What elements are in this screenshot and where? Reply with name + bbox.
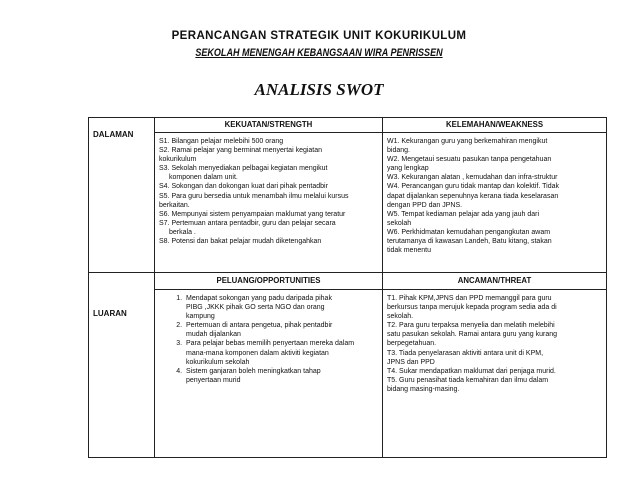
weakness-line: W3. Kekurangan alatan , kemudahan dan infra-struktur bbox=[387, 174, 558, 182]
opportunity-line: kampung bbox=[186, 313, 215, 321]
threat-line: satu pasukan sekolah. Ramai antara guru yang kurang bbox=[387, 331, 558, 339]
threat-line: JPNS dan PPD bbox=[387, 358, 435, 366]
threats-cell bbox=[383, 290, 607, 458]
opportunity-line: mudah dijalankan bbox=[186, 331, 241, 339]
threat-line: T1. Pihak KPM,JPNS dan PPD memanggil para guru bbox=[387, 295, 552, 302]
opportunity-item bbox=[184, 339, 378, 366]
opportunity-line: 3. Para pelajar bebas memilih penyertaan mereka dalam bbox=[186, 340, 355, 348]
weakness-line: sekolah bbox=[387, 219, 412, 227]
threat-line: bidang masing-masing. bbox=[387, 385, 460, 393]
threat-line: T4. Sukar mendapatkan maklumat dari penjaga murid. bbox=[387, 367, 556, 375]
weakness-line: W1. Kekurangan guru yang berkemahiran mengikut bbox=[387, 138, 548, 145]
luaran-content-row bbox=[89, 290, 607, 458]
weakness-line: W4. Perancangan guru tidak mantap dan kolektif. Tidak bbox=[387, 183, 559, 191]
weakness-line: tidak menentu bbox=[387, 247, 431, 255]
opportunities-list bbox=[159, 294, 378, 385]
threat-line: T3. Tiada penyelarasan aktiviti antara unit di KPM, bbox=[387, 349, 544, 357]
dalaman-content-row bbox=[89, 133, 607, 273]
weakness-line: dapat dijalankan sepenuhnya kerana tiada keselarasan bbox=[387, 192, 559, 200]
threat-line: T5. Guru penasihat tiada kemahiran dan ilmu dalam bbox=[387, 376, 549, 384]
strength-line: berkala . bbox=[169, 228, 196, 236]
strength-line: S7. Pertemuan antara pentadbir, guru dan pelajar secara bbox=[159, 219, 336, 227]
strength-line: berkaitan. bbox=[159, 201, 190, 209]
opportunity-item bbox=[184, 321, 378, 339]
luaran-header-row bbox=[89, 273, 607, 290]
strength-line: S3. Sekolah menyediakan pelbagai kegiatan mengikut bbox=[159, 165, 328, 173]
opportunity-item bbox=[184, 294, 378, 321]
strength-line: S8. Potensi dan bakat pelajar mudah diketengahkan bbox=[159, 238, 322, 246]
opportunity-line: mana-mana komponen dalam aktiviti kegiatan bbox=[186, 349, 329, 357]
strength-line: kokurikulum bbox=[159, 156, 197, 164]
strength-header: KEKUATAN/STRENGTH bbox=[155, 118, 383, 133]
dalaman-header-row bbox=[89, 118, 607, 133]
threat-line: berkursus tanpa merujuk kepada program sedia ada di bbox=[387, 304, 557, 312]
opportunity-line: penyertaan murid bbox=[186, 376, 241, 384]
document-title: PERANCANGAN STRATEGIK UNIT KOKURIKULUM bbox=[171, 30, 467, 42]
section-heading: ANALISIS SWOT bbox=[254, 80, 384, 99]
opportunity-line: kokurikulum sekolah bbox=[186, 358, 250, 366]
swot-table bbox=[88, 117, 607, 458]
luaran-label: LUARAN bbox=[89, 273, 155, 458]
opportunity-line: PIBG ,JKKK pihak GO serta NGO dan orang bbox=[186, 304, 325, 312]
weakness-line: terutamanya di kawasan Landeh, Batu kitang, stakan bbox=[387, 238, 552, 246]
opportunity-line: 4. Sistem ganjaran boleh meningkatkan tahap bbox=[186, 367, 321, 375]
strength-line: S4. Sokongan dan dokongan kuat dari pihak pentadbir bbox=[159, 183, 328, 191]
opportunity-header: PELUANG/OPPORTUNITIES bbox=[155, 273, 383, 290]
opportunity-item bbox=[184, 367, 378, 385]
school-name: SEKOLAH MENENGAH KEBANGSAAN WIRA PENRISSEN bbox=[195, 47, 443, 59]
strengths-cell bbox=[155, 133, 383, 273]
weakness-line: dengan PPD dan JPNS. bbox=[387, 201, 463, 209]
weaknesses-cell bbox=[383, 133, 607, 273]
weakness-line: yang lengkap bbox=[387, 165, 429, 173]
weakness-line: W2. Mengetaui sesuatu pasukan tanpa pengetahuan bbox=[387, 156, 552, 164]
opportunity-line: 1. Mendapat sokongan yang padu daripada pihak bbox=[186, 295, 332, 302]
strength-line: S2. Ramai pelajar yang berminat menyertai kegiatan bbox=[159, 147, 323, 155]
weakness-line: W6. Perkhidmatan kemudahan pengangkutan awam bbox=[387, 228, 551, 236]
strength-line: S6. Mempunyai sistem penyampaian maklumat yang teratur bbox=[159, 210, 346, 218]
strength-line: S5. Para guru bersedia untuk menambah ilmu melalui kursus bbox=[159, 192, 349, 200]
dalaman-label: DALAMAN bbox=[89, 118, 155, 273]
weakness-line: W5. Tempat kediaman pelajar ada yang jauh dari bbox=[387, 210, 540, 218]
weakness-header: KELEMAHAN/WEAKNESS bbox=[383, 118, 607, 133]
threat-header: ANCAMAN/THREAT bbox=[383, 273, 607, 290]
threat-line: berpegetahuan. bbox=[387, 340, 437, 348]
strength-line: S1. Bilangan pelajar melebihi 500 orang bbox=[159, 138, 284, 145]
opportunity-line: 2. Pertemuan di antara pengetua, pihak pentadbir bbox=[186, 322, 333, 330]
strength-line: komponen dalam unit. bbox=[169, 174, 238, 182]
threat-line: T2. Para guru terpaksa menyelia dan melatih melebihi bbox=[387, 322, 555, 330]
weakness-line: bidang. bbox=[387, 147, 410, 155]
opportunities-cell bbox=[155, 290, 383, 458]
threat-line: sekolah. bbox=[387, 313, 414, 321]
